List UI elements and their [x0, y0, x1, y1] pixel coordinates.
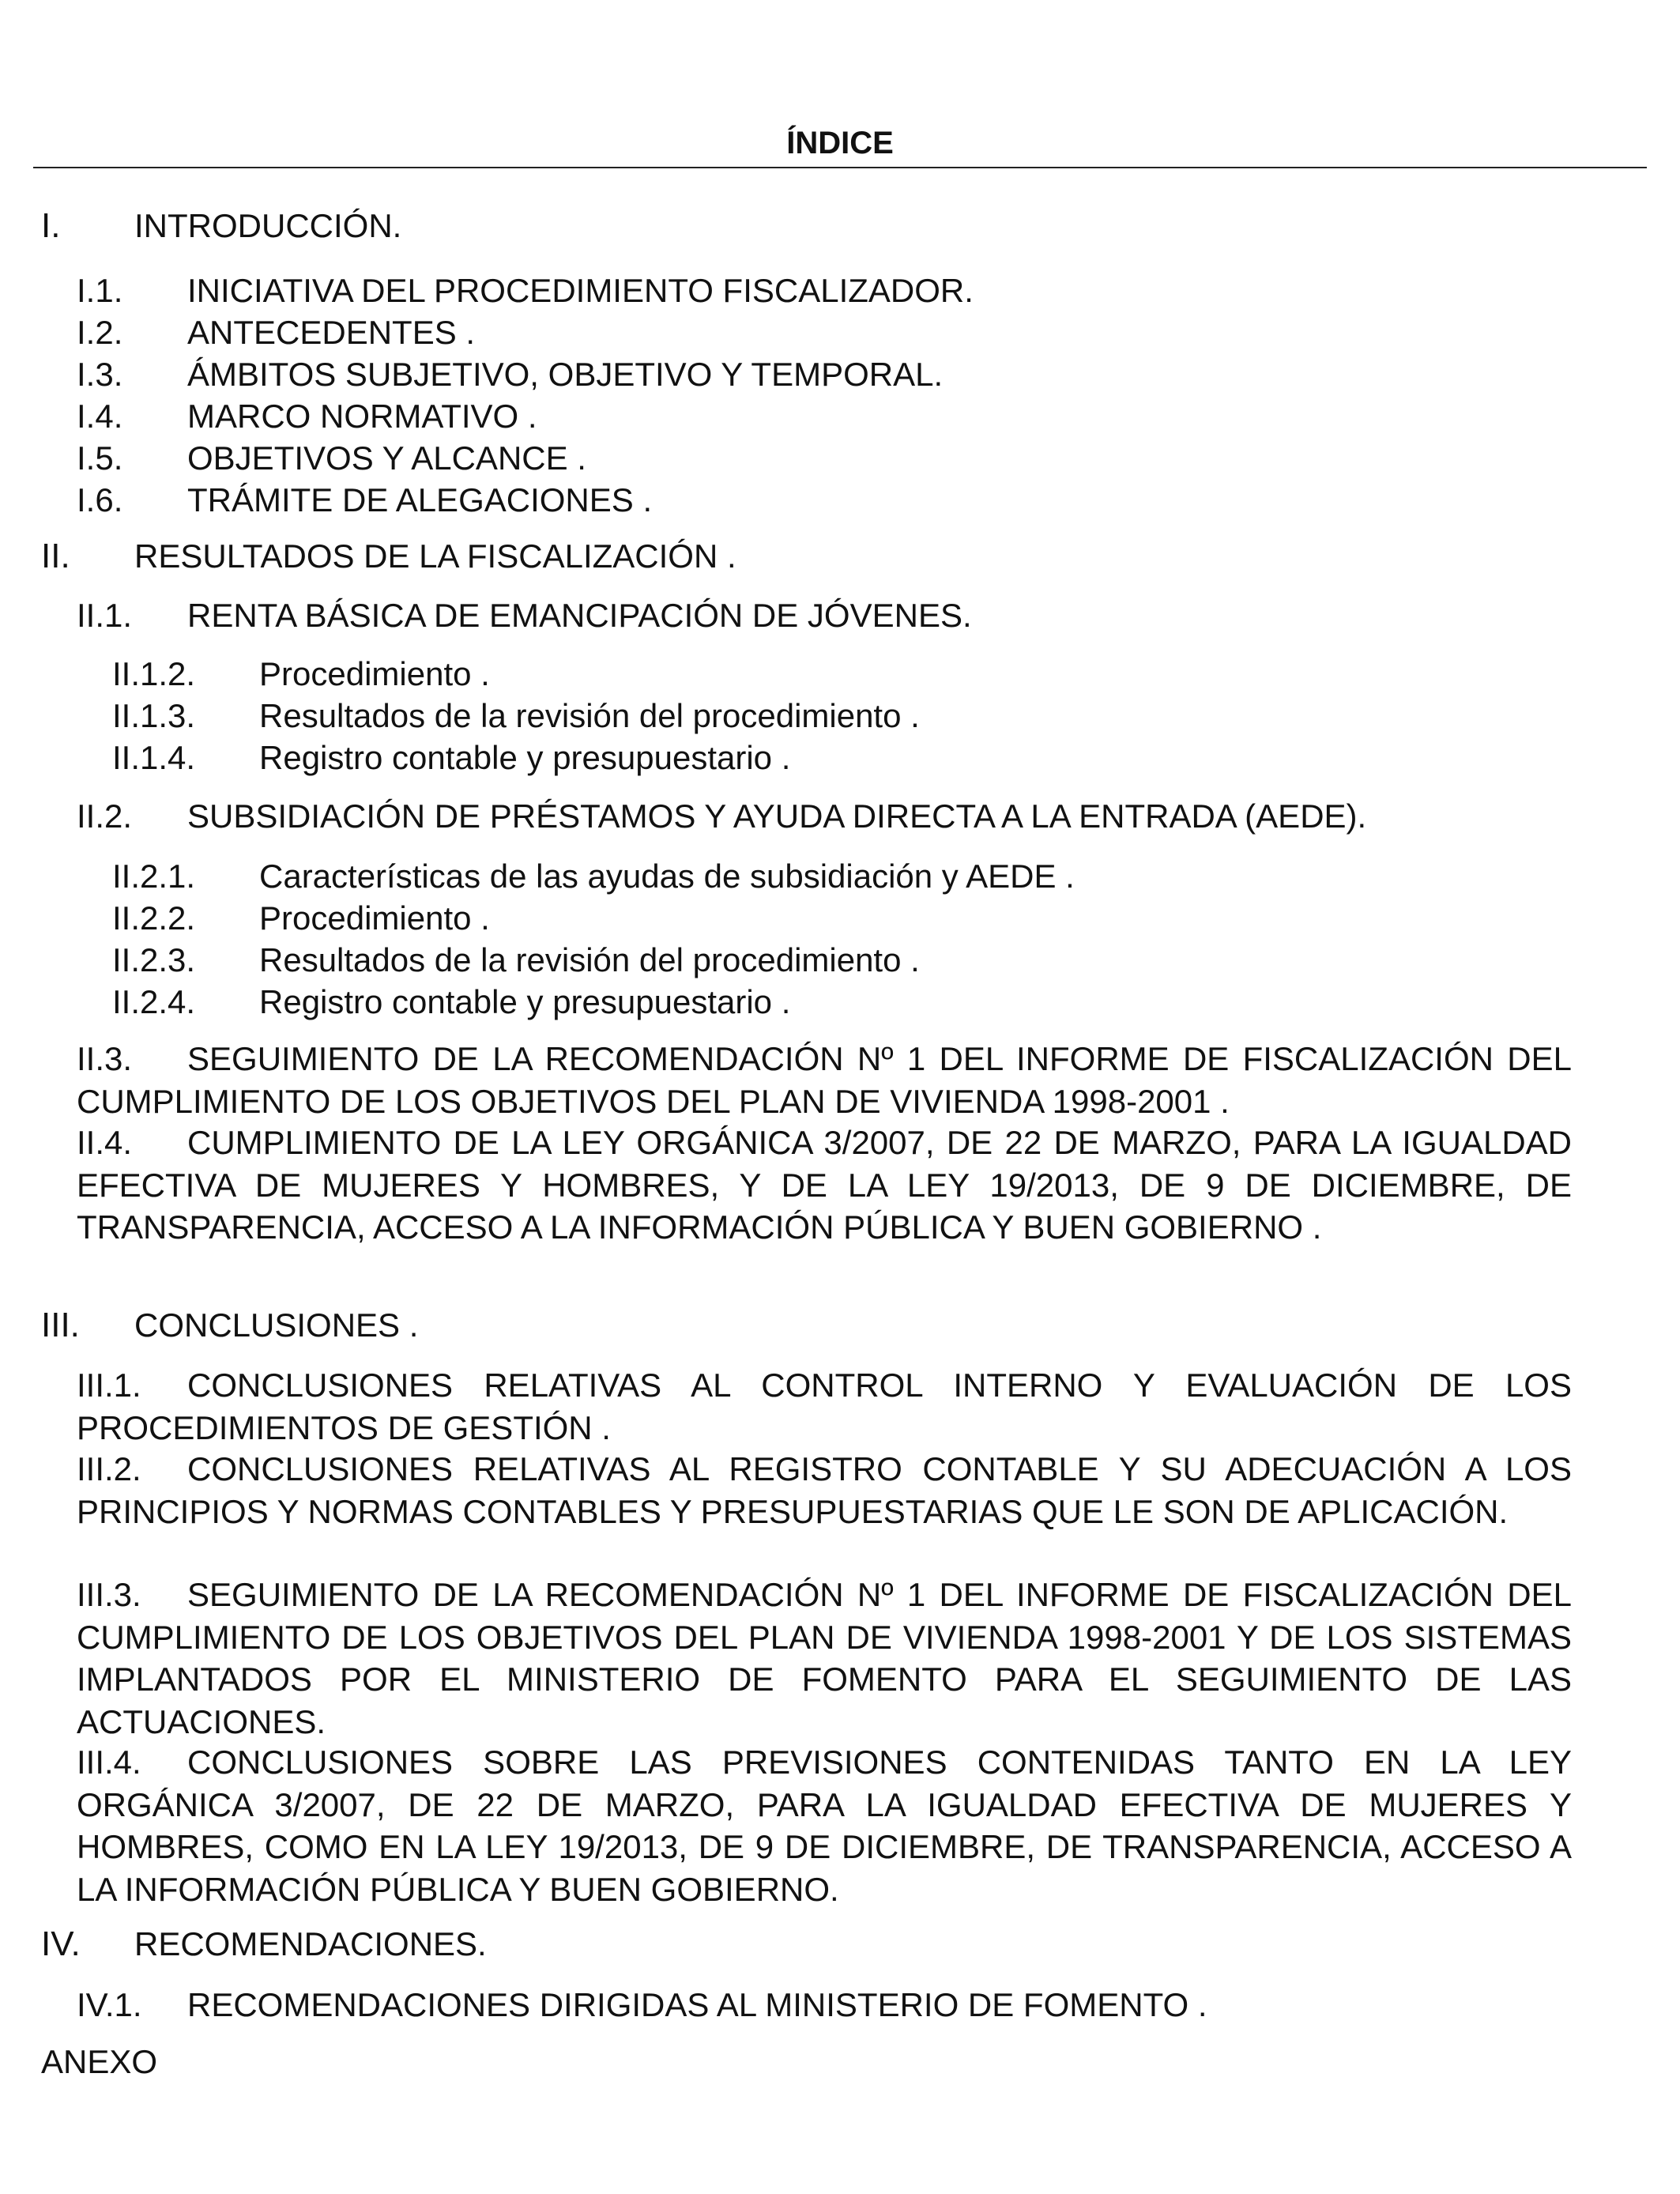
toc-section-3-3[interactable] [77, 1574, 1572, 1743]
toc-number: III.2. [77, 1450, 141, 1487]
toc-text: CUMPLIMIENTO DE LA LEY ORGÁNICA 3/2007, DE 22 DE MARZO, PARA LA IGUALDAD EFECTIVA DE MUJERES Y HOMBRES, Y DE LA LEY 19/2013, DE 9 DE DICIEMBRE, DE TRANSPARENCIA, ACCESO A LA INFORMACIÓN PÚBLICA Y BUEN GOBIERNO . [77, 1124, 1572, 1246]
toc-number: II.4. [77, 1124, 133, 1161]
toc-number: II.1.2. [112, 655, 196, 692]
toc-text: RENTA BÁSICA DE EMANCIPACIÓN DE JÓVENES. [187, 597, 972, 634]
toc-number: IV. [41, 1924, 81, 1963]
toc-section-3-4[interactable] [77, 1741, 1572, 1910]
toc-text: RECOMENDACIONES DIRIGIDAS AL MINISTERIO DE FOMENTO . [187, 1986, 1207, 2023]
toc-text: ANTECEDENTES . [187, 314, 476, 351]
toc-text: ÁMBITOS SUBJETIVO, OBJETIVO Y TEMPORAL. [187, 356, 944, 393]
toc-number: II.1. [77, 597, 133, 634]
toc-section-2-3[interactable] [77, 1038, 1572, 1122]
toc-text: Características de las ayudas de subsidiación y AEDE . [259, 858, 1075, 895]
toc-number: III.3. [77, 1576, 141, 1613]
index-title: ÍNDICE [786, 126, 894, 160]
toc-text: INTRODUCCIÓN. [134, 207, 402, 244]
toc-text: TRÁMITE DE ALEGACIONES . [187, 481, 653, 518]
toc-number: II.2.3. [112, 941, 196, 978]
toc-number: II.3. [77, 1040, 133, 1077]
toc-text: MARCO NORMATIVO . [187, 398, 537, 435]
toc-text: CONCLUSIONES . [134, 1306, 419, 1344]
toc-text: CONCLUSIONES RELATIVAS AL CONTROL INTERNO Y EVALUACIÓN DE LOS PROCEDIMIENTOS DE GESTIÓN . [77, 1367, 1572, 1446]
toc-number: III. [41, 1306, 80, 1344]
toc-number: II.2.4. [112, 983, 196, 1020]
toc-text: SUBSIDIACIÓN DE PRÉSTAMOS Y AYUDA DIRECTA A LA ENTRADA (AEDE). [187, 797, 1367, 835]
toc-text: CONCLUSIONES RELATIVAS AL REGISTRO CONTABLE Y SU ADECUACIÓN A LOS PRINCIPIOS Y NORMAS CONTABLES Y PRESUPUESTARIAS QUE LE SON DE APLICACIÓN. [77, 1450, 1572, 1530]
toc-section-2-4[interactable] [77, 1122, 1572, 1249]
toc-section-3-1[interactable] [77, 1364, 1572, 1449]
title-divider [33, 167, 1647, 168]
toc-number: II. [41, 537, 70, 575]
toc-number: III.1. [77, 1367, 141, 1404]
toc-number: II.1.4. [112, 739, 196, 776]
toc-text: INICIATIVA DEL PROCEDIMIENTO FISCALIZADOR. [187, 272, 974, 309]
toc-number: II.2. [77, 797, 133, 835]
toc-text: Registro contable y presupuestario . [259, 739, 791, 776]
toc-number: I.1. [77, 272, 123, 309]
toc-number: I.3. [77, 356, 123, 393]
toc-text: Resultados de la revisión del procedimiento . [259, 941, 920, 978]
toc-text: RESULTADOS DE LA FISCALIZACIÓN . [134, 537, 736, 575]
toc-text: SEGUIMIENTO DE LA RECOMENDACIÓN Nº 1 DEL INFORME DE FISCALIZACIÓN DEL CUMPLIMIENTO DE LOS OBJETIVOS DEL PLAN DE VIVIENDA 1998-2001 . [77, 1040, 1572, 1120]
toc-number: I.6. [77, 481, 123, 518]
toc-text: OBJETIVOS Y ALCANCE . [187, 439, 586, 477]
toc-number: IV.1. [77, 1986, 142, 2023]
toc-number: II.1.3. [112, 697, 196, 734]
toc-text: Procedimiento . [259, 655, 490, 692]
toc-section-3-2[interactable] [77, 1448, 1572, 1532]
toc-annex[interactable]: ANEXO [41, 2043, 158, 2080]
toc-text: Resultados de la revisión del procedimiento . [259, 697, 920, 734]
toc-number: I.4. [77, 398, 123, 435]
toc-number: II.2.2. [112, 899, 196, 937]
toc-number: III.4. [77, 1744, 141, 1781]
toc-number: I.2. [77, 314, 123, 351]
toc-text: RECOMENDACIONES. [134, 1925, 487, 1962]
toc-text: SEGUIMIENTO DE LA RECOMENDACIÓN Nº 1 DEL INFORME DE FISCALIZACIÓN DEL CUMPLIMIENTO DE LOS OBJETIVOS DEL PLAN DE VIVIENDA 1998-2001 Y DE LOS SISTEMAS IMPLANTADOS POR EL MINISTERIO DE FOMENTO PARA EL SEGUIMIENTO DE LAS ACTUACIONES. [77, 1576, 1572, 1740]
toc-text: Registro contable y presupuestario . [259, 983, 791, 1020]
toc-text: Procedimiento . [259, 899, 490, 937]
toc-number: I. [41, 206, 61, 245]
toc-number: I.5. [77, 439, 123, 477]
toc-number: II.2.1. [112, 858, 196, 895]
toc-text: CONCLUSIONES SOBRE LAS PREVISIONES CONTENIDAS TANTO EN LA LEY ORGÁNICA 3/2007, DE 22 DE MARZO, PARA LA IGUALDAD EFECTIVA DE MUJERES Y HOMBRES, COMO EN LA LEY 19/2013, DE 9 DE DICIEMBRE, DE TRANSPARENCIA, ACCESO A LA INFORMACIÓN PÚBLICA Y BUEN GOBIERNO. [77, 1744, 1572, 1908]
